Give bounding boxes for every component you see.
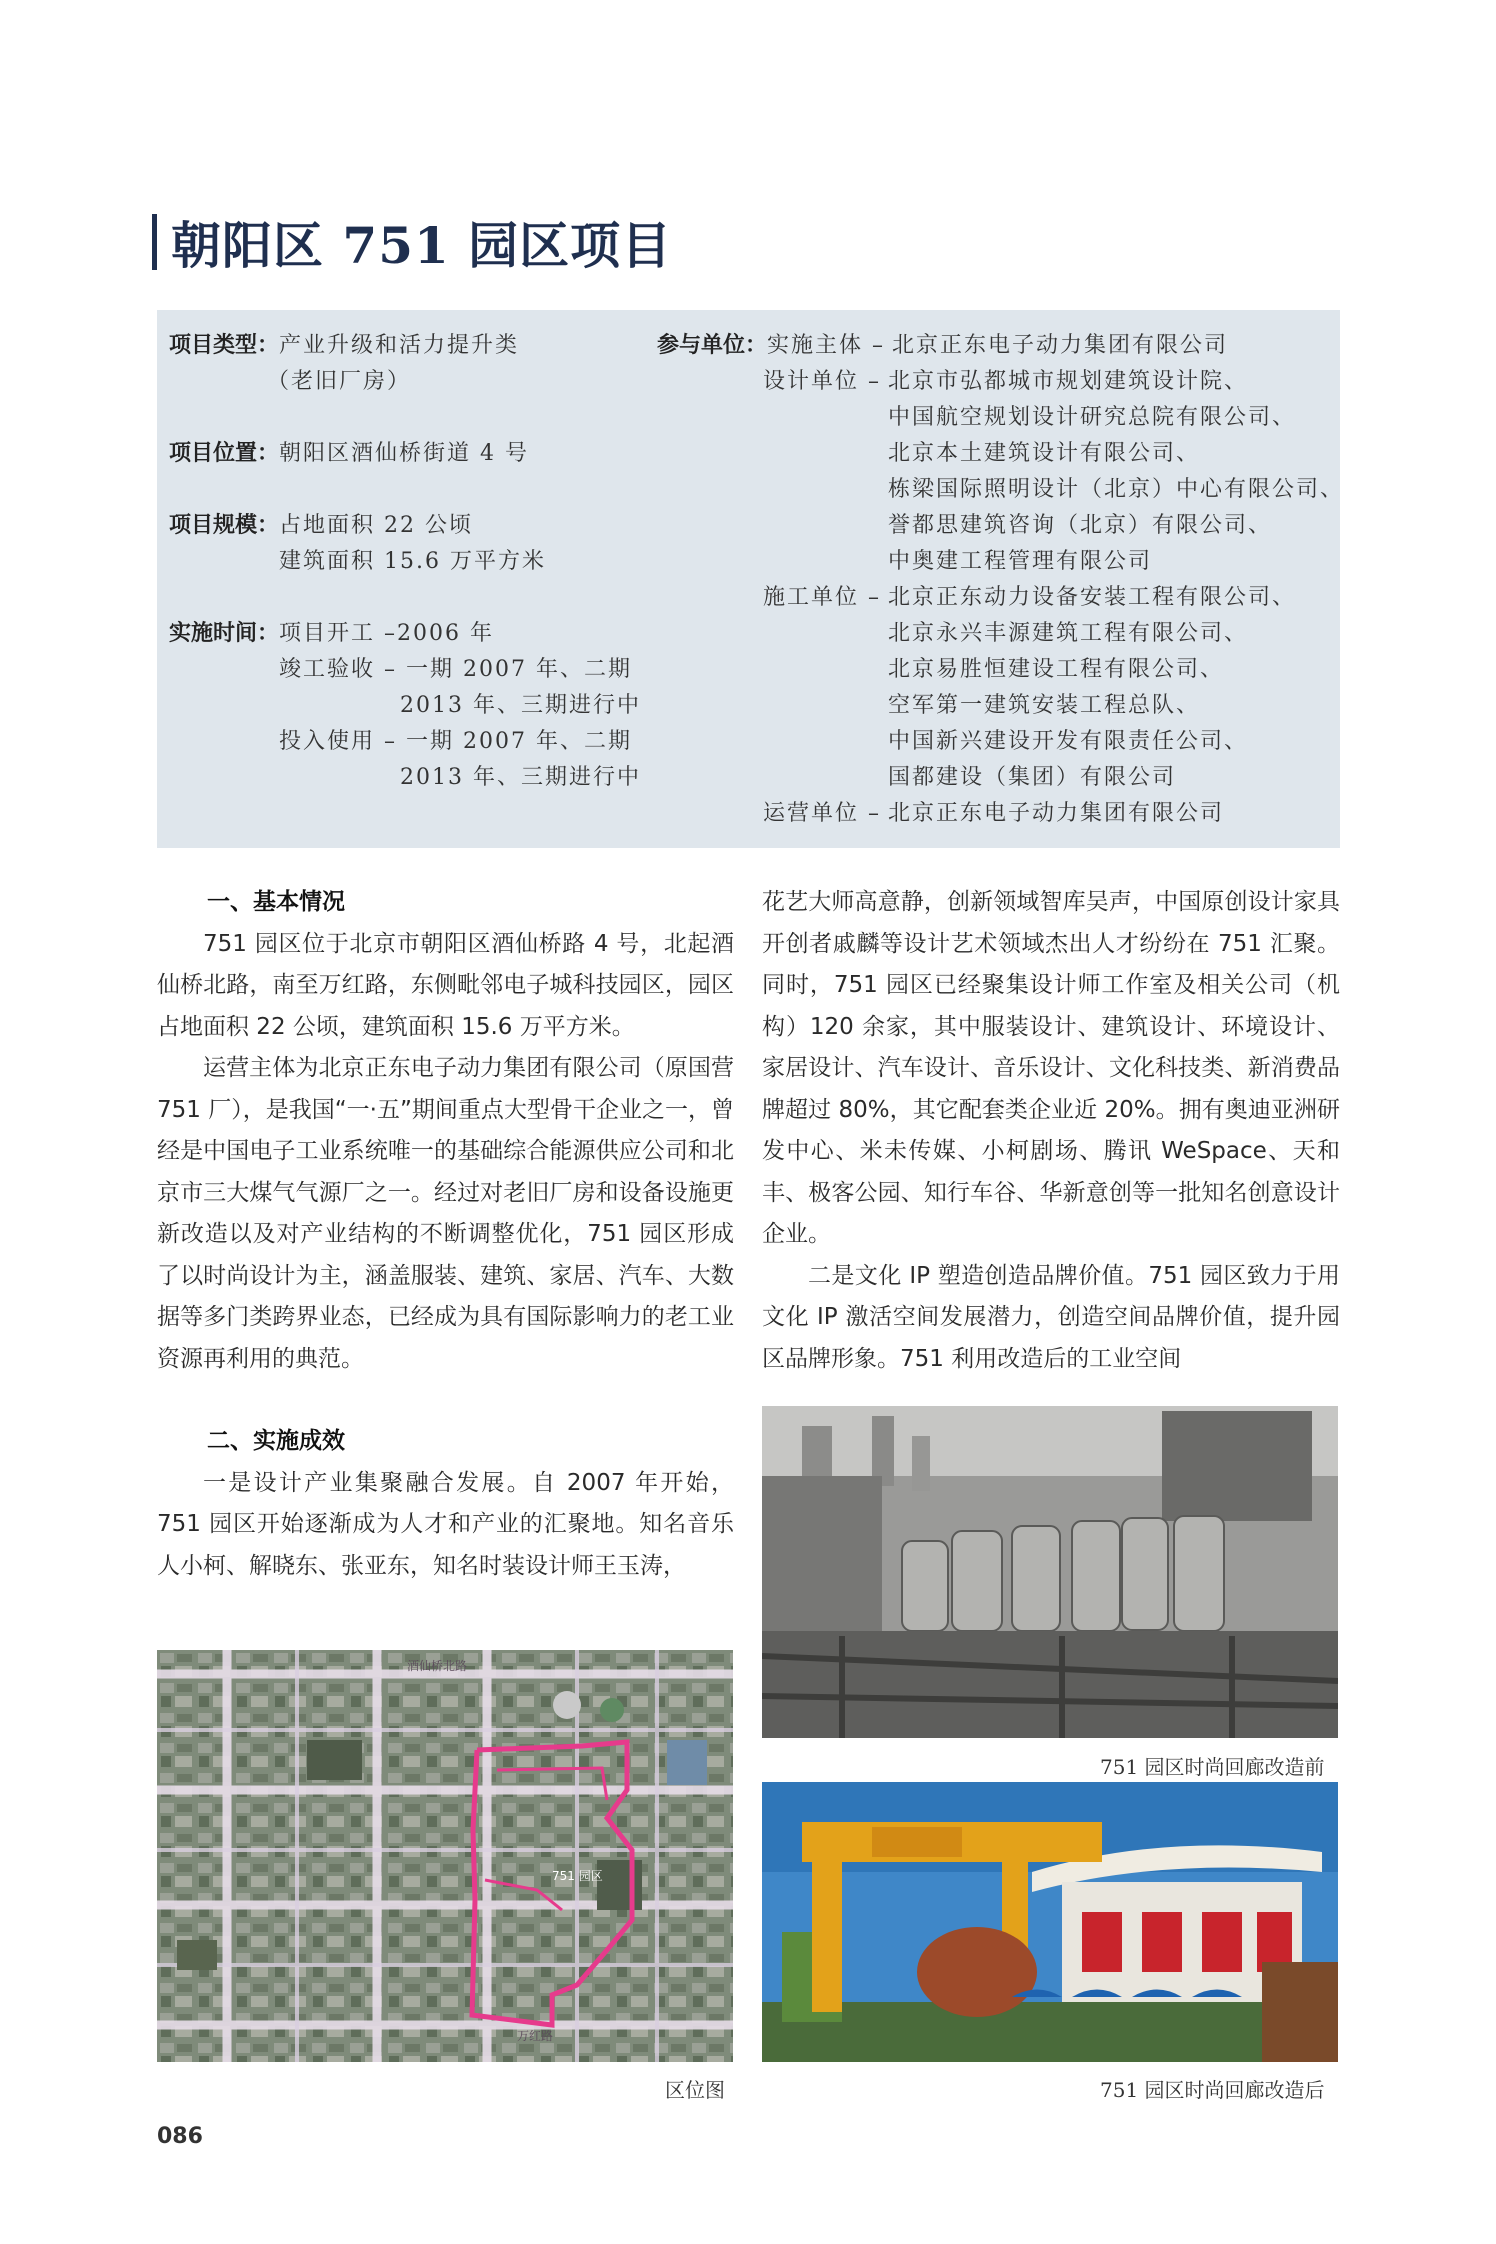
time-value-5: 2013 年、三期进行中 [400,765,641,790]
time-label: 实施时间： [169,621,280,646]
map-caption: 区位图 [665,2078,725,2102]
before-caption: 751 园区时尚回廊改造前 [1100,1755,1325,1779]
unit-name: 北京正东动力设备安装工程有限公司、 [888,585,1297,610]
unit-role-design: 设计单位 – [763,369,881,394]
section1-paragraph-1: 751 园区位于北京市朝阳区酒仙桥路 4 号，北起酒仙桥北路，南至万红路，东侧毗邻电子城科技园区，园区占地面积 22 公顷，建筑面积 15.6 万平方米。 [157,930,734,1040]
unit-name: 北京易胜恒建设工程有限公司、 [888,657,1225,682]
type-label: 项目类型： [169,333,280,358]
units-label: 参与单位： [657,333,768,358]
photo-after-renovation [762,1782,1338,2062]
unit-name: 国都建设（集团）有限公司 [888,765,1177,790]
unit-role-construction: 施工单位 – [763,585,881,610]
unit-name: 北京本土建筑设计有限公司、 [888,441,1201,466]
unit-name: 空军第一建筑安装工程总队、 [888,693,1201,718]
time-value-2: 竣工验收 – 一期 2007 年、二期 [279,657,632,682]
scale-value: 占地面积 22 公顷 [279,513,473,538]
scale-label: 项目规模： [169,513,280,538]
section2-paragraph-1-continued: 花艺大师高意静，创新领域智库吴声，中国原创设计家具开创者戚麟等设计艺术领域杰出人才纷纷在 751 汇聚。同时，751 园区已经聚集设计师工作室及相关公司（机构）120 余家，其中服装设计、建筑设计、环境设计、家居设计、汽车设计、音乐设计、文化科技类、新消费品牌超过 80%，其它配套类企业近 20%。拥有奥迪亚洲研发中心、米未传媒、小柯剧场、腾讯 WeSpace、天和丰、极客公园、知行车谷、华新意创等一批知名创意设计企业。 [762,889,1340,1247]
unit-name: 北京正东电子动力集团有限公司 [888,801,1225,826]
unit-role-operation: 运营单位 – [763,801,881,826]
project-info-box [157,310,1345,848]
photo-before-renovation [762,1406,1338,1738]
unit-name: 北京正东电子动力集团有限公司 [892,333,1229,358]
unit-name: 北京市弘都城市规划建筑设计院、 [888,369,1249,394]
unit-name: 北京永兴丰源建筑工程有限公司、 [888,621,1249,646]
title-text: 朝阳区 751 园区项目 [171,216,673,275]
location-value: 朝阳区酒仙桥街道 4 号 [279,441,529,466]
section2-heading: 二、实施成效 [207,1428,345,1454]
location-label: 项目位置： [169,441,280,466]
section2-paragraph-2: 二是文化 IP 塑造创造品牌价值。751 园区致力于用文化 IP 激活空间发展潜力，创造空间品牌价值，提升园区品牌形象。751 利用改造后的工业空间 [762,1262,1340,1372]
info-left-column [169,328,729,796]
photo-after-graphic [762,1782,1338,2062]
type-value-2: （老旧厂房） [267,369,412,394]
section1-paragraph-2: 运营主体为北京正东电子动力集团有限公司（原国营 751 厂），是我国“一·五”期间重点大型骨干企业之一，曾经是中国电子工业系统唯一的基础综合能源供应公司和北京市三大煤气气源厂之一。经过对老旧厂房和设备设施更新改造以及对产业结构的不断调整优化，751 园区形成了以时尚设计为主，涵盖服装、建筑、家居、汽车、大数据等多门类跨界业态，已经成为具有国际影响力的老工业资源再利用的典范。 [157,1055,734,1372]
scale-value-2: 建筑面积 15.6 万平方米 [279,549,546,574]
after-caption: 751 园区时尚回廊改造后 [1100,2078,1325,2102]
unit-name: 中国航空规划设计研究总院有限公司、 [888,405,1297,430]
time-value-1: 项目开工 –2006 年 [279,621,494,646]
page-number: 086 [157,2124,203,2149]
map-street-label: 酒仙桥北路 [407,1659,468,1673]
map-street-label: 万红路 [517,2029,554,2043]
section2-paragraph-1: 一是设计产业集聚融合发展。自 2007 年开始，751 园区开始逐渐成为人才和产业的汇聚地。知名音乐人小柯、解晓东、张亚东，知名时装设计师王玉涛， [157,1469,734,1579]
right-text-column [762,882,1340,1380]
title-accent-bar [152,214,157,270]
info-right-column [657,328,1345,832]
unit-role-impl: 实施主体 – [767,333,886,358]
photo-before-graphic [762,1406,1338,1738]
left-text-column [157,882,734,1587]
type-value: 产业升级和活力提升类 [279,333,520,358]
time-value-4: 投入使用 – 一期 2007 年、二期 [279,729,632,754]
map-site-label: 751 园区 [552,1869,603,1883]
location-map [157,1650,733,2062]
unit-name: 栋梁国际照明设计（北京）中心有限公司、 [888,477,1345,502]
unit-name: 中国新兴建设开发有限责任公司、 [888,729,1249,754]
page-title [152,212,673,275]
location-map-graphic [157,1650,733,2062]
unit-name: 中奥建工程管理有限公司 [888,549,1153,574]
unit-name: 誉都思建筑咨询（北京）有限公司、 [888,513,1273,538]
time-value-3: 2013 年、三期进行中 [400,693,641,718]
section1-heading: 一、基本情况 [207,889,345,915]
